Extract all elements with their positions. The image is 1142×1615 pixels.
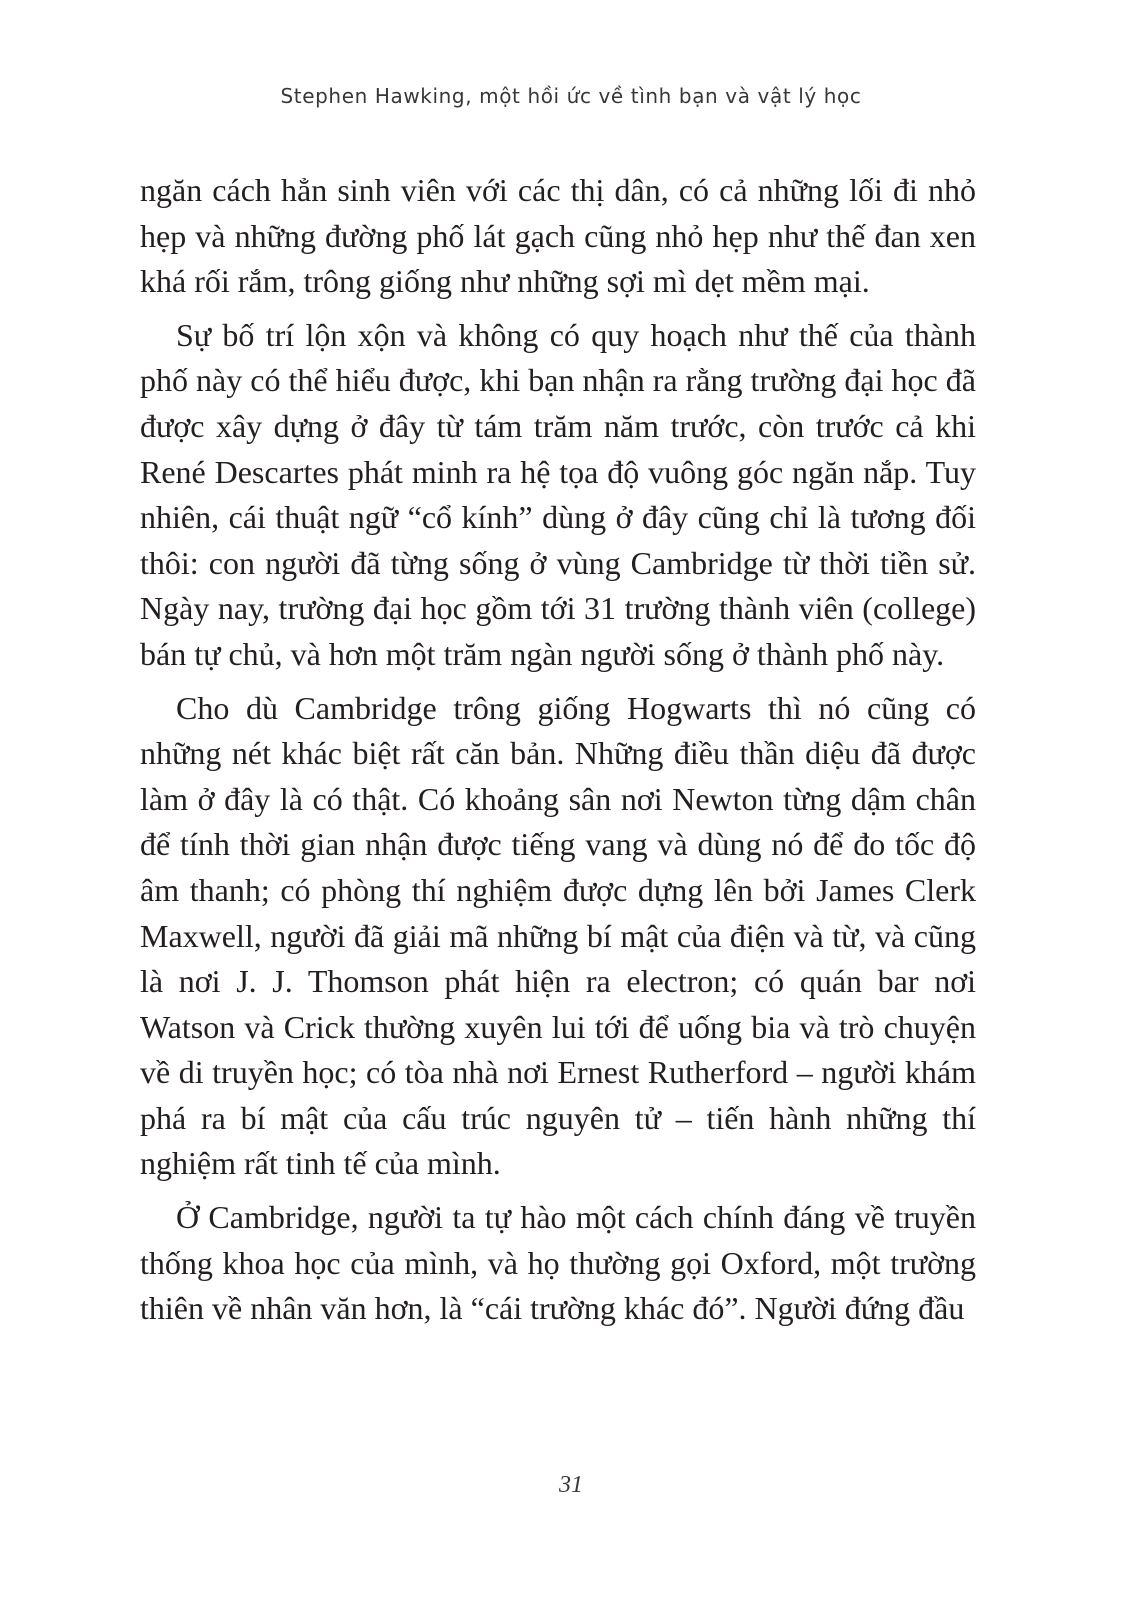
paragraph-continued: ngăn cách hẳn sinh viên với các thị dân, có cả những lối đi nhỏ hẹp và những đường phố lát gạch cũng nhỏ hẹp như thế đan xen khá rối rắm, trông giống như những sợi mì dẹt mềm mại. xyxy=(140,172,976,300)
paragraph: Cho dù Cambridge trông giống Hogwarts thì nó cũng có những nét khác biệt rất căn bản. Những điều thần diệu đã được làm ở đây là có thật. Có khoảng sân nơi Newton từng dậm chân để tính thời gian nhận được tiếng vang và dùng nó để đo tốc độ âm thanh; có phòng thí nghiệm được dựng lên bởi James Clerk Maxwell, người đã giải mã những bí mật của điện và từ, và cũng là nơi J. J. Thomson phát hiện ra electron; có quán bar nơi Watson và Crick thường xuyên lui tới để uống bia và trò chuyện về di truyền học; có tòa nhà nơi Ernest Rutherford – người khám phá ra bí mật của cấu trúc nguyên tử – tiến hành những thí nghiệm rất tinh tế của mình. xyxy=(140,689,976,1182)
running-header: Stephen Hawking, một hồi ức về tình bạn và vật lý học xyxy=(280,84,862,108)
body-text xyxy=(140,168,976,1340)
page-number: 31 xyxy=(559,1472,583,1498)
paragraph: Sự bố trí lộn xộn và không có quy hoạch như thế của thành phố này có thể hiểu được, khi bạn nhận ra rằng trường đại học đã được xây dựng ở đây từ tám trăm năm trước, còn trước cả khi René Descartes phát minh ra hệ tọa độ vuông góc ngăn nắp. Tuy nhiên, cái thuật ngữ “cổ kính” dùng ở đây cũng chỉ là tương đối thôi: con người đã từng sống ở vùng Cambridge từ thời tiền sử. Ngày nay, trường đại học gồm tới 31 trường thành viên (college) bán tự chủ, và hơn một trăm ngàn người sống ở thành phố này. xyxy=(140,316,976,672)
paragraph: Ở Cambridge, người ta tự hào một cách chính đáng về truyền thống khoa học của mình, và họ thường gọi Oxford, một trường thiên về nhân văn hơn, là “cái trường khác đó”. Người đứng đầu xyxy=(140,1199,976,1327)
